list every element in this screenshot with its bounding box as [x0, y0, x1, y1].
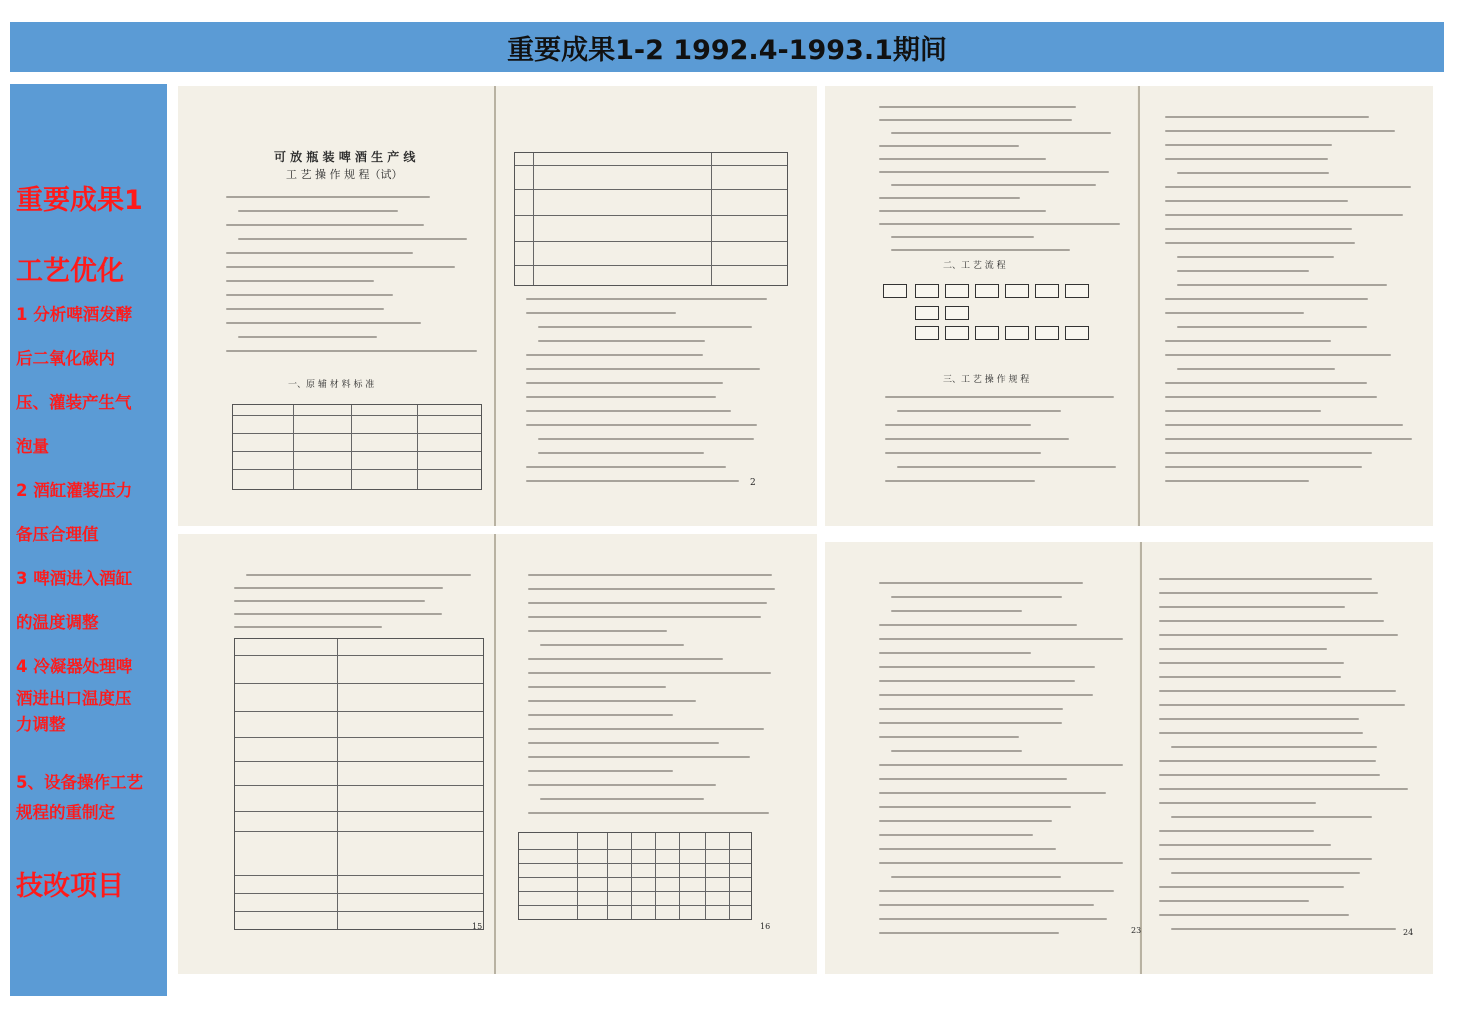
- scan-page-left: [825, 86, 1137, 526]
- flow-box: [945, 306, 969, 320]
- handwritten-text-line: [226, 294, 393, 296]
- handwritten-text-line: [891, 249, 1070, 251]
- handwritten-text-line: [879, 119, 1072, 121]
- handwritten-text-line: [528, 812, 769, 814]
- handwritten-text-line: [1159, 690, 1396, 692]
- flow-box: [945, 326, 969, 340]
- handwritten-text-line: [879, 932, 1059, 934]
- handwritten-text-line: [1159, 592, 1378, 594]
- handwritten-text-line: [1177, 326, 1367, 328]
- handwritten-text-line: [1165, 130, 1395, 132]
- handwritten-text-line: [238, 238, 467, 240]
- doc-section-title: 二、工 艺 流 程: [943, 261, 1006, 271]
- handwritten-text-line: [1177, 172, 1329, 174]
- page-fold: [1140, 542, 1142, 974]
- page-number: 16: [760, 922, 771, 931]
- handwritten-text-line: [879, 792, 1106, 794]
- doc-section-title: 一、原 辅 材 料 标 准: [288, 380, 375, 390]
- handwritten-text-line: [526, 466, 726, 468]
- doc-title-line2: 工 艺 操 作 规 程（试）: [286, 168, 403, 181]
- handwritten-text-line: [1165, 466, 1362, 468]
- flow-box: [1035, 284, 1059, 298]
- handwritten-text-line: [234, 600, 425, 602]
- handwritten-text-line: [879, 624, 1077, 626]
- handwritten-text-line: [1165, 298, 1368, 300]
- handwritten-text-line: [891, 610, 1022, 612]
- handwritten-text-line: [891, 184, 1096, 186]
- handwritten-text-line: [879, 778, 1067, 780]
- handwritten-text-line: [1165, 354, 1391, 356]
- handwritten-text-line: [1165, 424, 1403, 426]
- title-bar: [10, 22, 1444, 72]
- handwritten-text-line: [528, 756, 750, 758]
- document-scan-4: [825, 542, 1433, 974]
- document-scan-1: [178, 86, 817, 526]
- flow-box: [915, 284, 939, 298]
- page-number: 2: [750, 478, 756, 488]
- scan-table: [234, 638, 484, 930]
- handwritten-text-line: [528, 742, 719, 744]
- handwritten-text-line: [1165, 158, 1328, 160]
- scan-table: [514, 152, 788, 286]
- flow-box: [945, 284, 969, 298]
- handwritten-text-line: [1165, 214, 1403, 216]
- handwritten-text-line: [526, 312, 676, 314]
- handwritten-text-line: [879, 806, 1071, 808]
- page-fold: [494, 534, 496, 974]
- handwritten-text-line: [1171, 928, 1396, 930]
- handwritten-text-line: [1159, 788, 1408, 790]
- handwritten-text-line: [1165, 382, 1367, 384]
- flow-box: [1005, 284, 1029, 298]
- sidebar-item: 的温度调整: [16, 613, 99, 632]
- handwritten-text-line: [528, 574, 772, 576]
- handwritten-text-line: [528, 784, 716, 786]
- scan-page-left: [825, 542, 1142, 974]
- handwritten-text-line: [226, 224, 424, 226]
- handwritten-text-line: [1165, 228, 1352, 230]
- document-scan-3: [178, 534, 817, 974]
- sidebar-item: 规程的重制定: [16, 803, 115, 822]
- handwritten-text-line: [891, 596, 1062, 598]
- sidebar-item: 力调整: [16, 715, 66, 734]
- scan-table: [232, 404, 482, 490]
- handwritten-text-line: [897, 410, 1061, 412]
- handwritten-text-line: [1165, 452, 1372, 454]
- handwritten-text-line: [891, 132, 1111, 134]
- handwritten-text-line: [879, 652, 1031, 654]
- handwritten-text-line: [879, 638, 1123, 640]
- handwritten-text-line: [528, 728, 764, 730]
- handwritten-text-line: [897, 466, 1116, 468]
- handwritten-text-line: [526, 424, 757, 426]
- handwritten-text-line: [1159, 662, 1344, 664]
- handwritten-text-line: [528, 602, 767, 604]
- handwritten-text-line: [879, 904, 1094, 906]
- sidebar-item: 2 酒缸灌装压力: [16, 481, 133, 500]
- handwritten-text-line: [879, 736, 1019, 738]
- handwritten-text-line: [1165, 480, 1309, 482]
- handwritten-text-line: [1159, 844, 1331, 846]
- flow-box: [915, 326, 939, 340]
- handwritten-text-line: [879, 708, 1063, 710]
- sidebar-item: 酒进出口温度压: [16, 689, 132, 708]
- flow-box: [915, 306, 939, 320]
- handwritten-text-line: [891, 876, 1061, 878]
- handwritten-text-line: [526, 382, 723, 384]
- handwritten-text-line: [879, 680, 1075, 682]
- handwritten-text-line: [1159, 914, 1349, 916]
- handwritten-text-line: [234, 626, 382, 628]
- handwritten-text-line: [538, 326, 752, 328]
- handwritten-text-line: [226, 196, 430, 198]
- sidebar-item: 1 分析啤酒发酵: [16, 305, 133, 324]
- sidebar-item: 压、灌装产生气: [16, 393, 132, 412]
- flow-box: [975, 326, 999, 340]
- handwritten-text-line: [234, 613, 442, 615]
- handwritten-text-line: [226, 266, 455, 268]
- doc-title-line1: 可 放 瓶 装 啤 酒 生 产 线: [274, 150, 416, 164]
- handwritten-text-line: [1159, 648, 1327, 650]
- page-number: 24: [1403, 928, 1414, 937]
- handwritten-text-line: [879, 694, 1093, 696]
- flow-box: [975, 284, 999, 298]
- handwritten-text-line: [879, 171, 1109, 173]
- handwritten-text-line: [528, 714, 673, 716]
- handwritten-text-line: [1159, 578, 1372, 580]
- handwritten-text-line: [1165, 200, 1348, 202]
- document-scan-2: [825, 86, 1433, 526]
- handwritten-text-line: [885, 480, 1035, 482]
- handwritten-text-line: [1159, 718, 1359, 720]
- handwritten-text-line: [538, 340, 705, 342]
- handwritten-text-line: [528, 658, 723, 660]
- flow-box: [1005, 326, 1029, 340]
- handwritten-text-line: [879, 582, 1083, 584]
- handwritten-text-line: [1159, 830, 1314, 832]
- handwritten-text-line: [1177, 256, 1334, 258]
- page-number: 23: [1131, 926, 1142, 935]
- handwritten-text-line: [1159, 802, 1316, 804]
- handwritten-text-line: [885, 396, 1114, 398]
- handwritten-text-line: [226, 252, 413, 254]
- handwritten-text-line: [879, 106, 1076, 108]
- handwritten-text-line: [226, 322, 421, 324]
- handwritten-text-line: [234, 587, 443, 589]
- handwritten-text-line: [538, 438, 754, 440]
- handwritten-text-line: [879, 210, 1046, 212]
- page-fold: [1138, 86, 1140, 526]
- handwritten-text-line: [879, 158, 1046, 160]
- scan-table: [518, 832, 752, 920]
- handwritten-text-line: [1177, 270, 1309, 272]
- handwritten-text-line: [526, 298, 767, 300]
- handwritten-text-line: [526, 480, 739, 482]
- handwritten-text-line: [538, 452, 704, 454]
- handwritten-text-line: [879, 820, 1052, 822]
- handwritten-text-line: [1165, 438, 1412, 440]
- page-title: 重要成果1-2 1992.4-1993.1期间: [507, 34, 947, 66]
- handwritten-text-line: [1165, 242, 1355, 244]
- handwritten-text-line: [238, 336, 377, 338]
- handwritten-text-line: [526, 396, 716, 398]
- handwritten-text-line: [1165, 396, 1377, 398]
- handwritten-text-line: [1171, 746, 1377, 748]
- handwritten-text-line: [885, 438, 1069, 440]
- handwritten-text-line: [540, 644, 684, 646]
- sidebar-item: 4 冷凝器处理啤: [16, 657, 133, 676]
- handwritten-text-line: [528, 672, 771, 674]
- flow-box: [1065, 284, 1089, 298]
- sidebar-item: 3 啤酒进入酒缸: [16, 569, 133, 588]
- sidebar-item: 泡量: [16, 437, 49, 456]
- handwritten-text-line: [1177, 368, 1335, 370]
- handwritten-text-line: [885, 452, 1041, 454]
- handwritten-text-line: [879, 862, 1123, 864]
- flow-box: [1065, 326, 1089, 340]
- handwritten-text-line: [528, 588, 775, 590]
- handwritten-text-line: [1159, 620, 1384, 622]
- doc-section-title-2: 三、工 艺 操 作 规 程: [943, 375, 1030, 385]
- handwritten-text-line: [1159, 760, 1376, 762]
- handwritten-text-line: [1165, 410, 1321, 412]
- handwritten-text-line: [540, 798, 704, 800]
- handwritten-text-line: [1159, 732, 1363, 734]
- flow-box: [883, 284, 907, 298]
- handwritten-text-line: [879, 223, 1120, 225]
- handwritten-text-line: [1159, 606, 1345, 608]
- handwritten-text-line: [1165, 186, 1411, 188]
- sidebar-item: 5、设备操作工艺: [16, 773, 143, 792]
- handwritten-text-line: [1159, 858, 1372, 860]
- handwritten-text-line: [879, 197, 1020, 199]
- handwritten-text-line: [1165, 144, 1332, 146]
- handwritten-text-line: [891, 750, 1022, 752]
- handwritten-text-line: [226, 308, 384, 310]
- handwritten-text-line: [885, 424, 1031, 426]
- sidebar-heading: 重要成果1: [16, 185, 143, 216]
- handwritten-text-line: [528, 616, 761, 618]
- handwritten-text-line: [1171, 816, 1372, 818]
- sidebar-footer: 技改项目: [16, 871, 124, 902]
- handwritten-text-line: [1159, 774, 1380, 776]
- sidebar-panel: [10, 84, 167, 996]
- handwritten-text-line: [879, 848, 1056, 850]
- handwritten-text-line: [1177, 284, 1387, 286]
- handwritten-text-line: [1159, 634, 1398, 636]
- handwritten-text-line: [226, 350, 477, 352]
- handwritten-text-line: [528, 700, 696, 702]
- handwritten-text-line: [1165, 312, 1304, 314]
- handwritten-text-line: [879, 918, 1107, 920]
- handwritten-text-line: [528, 630, 667, 632]
- handwritten-text-line: [879, 722, 1062, 724]
- handwritten-text-line: [1159, 900, 1309, 902]
- handwritten-text-line: [526, 368, 760, 370]
- handwritten-text-line: [1165, 340, 1331, 342]
- handwritten-text-line: [879, 834, 1033, 836]
- handwritten-text-line: [879, 666, 1095, 668]
- handwritten-text-line: [528, 770, 673, 772]
- handwritten-text-line: [879, 145, 1019, 147]
- handwritten-text-line: [226, 280, 374, 282]
- handwritten-text-line: [246, 574, 471, 576]
- handwritten-text-line: [1159, 676, 1341, 678]
- page-number: 15: [472, 922, 483, 931]
- handwritten-text-line: [526, 410, 731, 412]
- handwritten-text-line: [526, 354, 703, 356]
- flow-box: [1035, 326, 1059, 340]
- handwritten-text-line: [879, 890, 1114, 892]
- page-fold: [494, 86, 496, 526]
- handwritten-text-line: [1165, 116, 1369, 118]
- handwritten-text-line: [528, 686, 666, 688]
- sidebar-item: 后二氧化碳内: [16, 349, 115, 368]
- sidebar-section: 工艺优化: [16, 256, 124, 287]
- scan-page-right: [1140, 86, 1433, 526]
- handwritten-text-line: [1159, 704, 1405, 706]
- handwritten-text-line: [891, 236, 1034, 238]
- sidebar-item: 备压合理值: [16, 525, 99, 544]
- handwritten-text-line: [879, 764, 1123, 766]
- handwritten-text-line: [1171, 872, 1360, 874]
- handwritten-text-line: [1159, 886, 1344, 888]
- handwritten-text-line: [238, 210, 398, 212]
